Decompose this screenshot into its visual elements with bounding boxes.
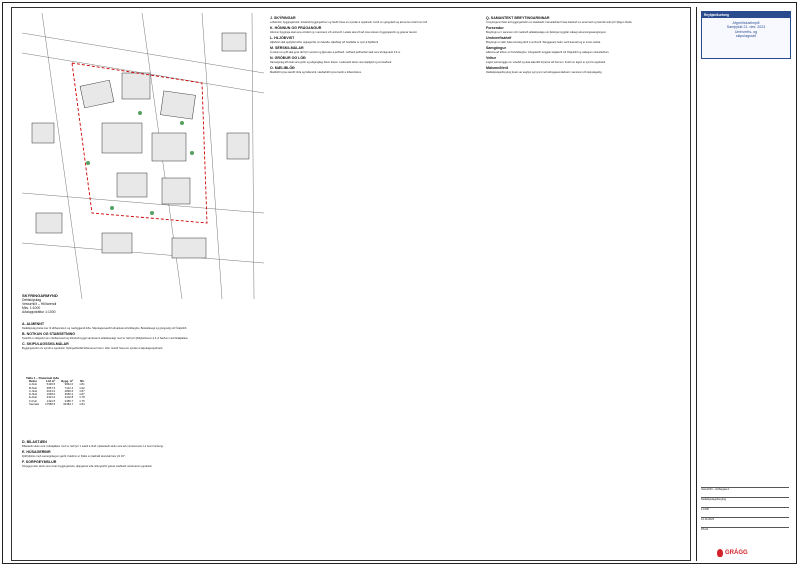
section-heading: N. GRÓÐUR OG LÓÐ — [270, 56, 306, 61]
title-block — [696, 7, 793, 561]
approval-line: Afgreiðslustimpill — [732, 21, 760, 25]
section-text: Á reitum A og B skal gera ráð fyrir verslun og þjónustu á jarðhæð. Lofthæð jarðhæðar skal vera að lágmarki 3,6 m. — [270, 51, 401, 55]
table-header: Lóð m² — [45, 379, 56, 383]
approval-stamp — [701, 11, 791, 59]
table-cell: 9842.0 — [64, 382, 74, 387]
section-text: Hönnun bygginga skal vera vönduð og í samræmi við umhverfi. Leitast skal við að nota vistvæn byggingarefni og grænar lausnir. — [270, 31, 418, 35]
section-text: Deiliskipulag þetta nær til Hlíðarenda 1 og nærliggjandi lóða. Skipulagssvæðið afmarkast af Hlíðargötu, Bústaðavegi og göngustíg við Öskjuhlíð. — [22, 327, 188, 330]
scale-row — [701, 507, 789, 511]
table-cell: 2301.0 — [46, 395, 56, 400]
section-heading: J. SKÝRINGAR — [270, 16, 296, 20]
lower-left-sections — [22, 438, 264, 556]
table-cell: 1.92 — [79, 385, 85, 390]
stamp-line: Mkv. 1:1000 — [22, 306, 41, 310]
table-cell: A-hluti — [29, 382, 37, 387]
table-cell: 4102.8 — [64, 395, 74, 400]
table-cell: 1.87 — [79, 392, 85, 397]
table-cell: 5436.5 — [46, 382, 56, 387]
stamp-line: Vesturhlíð – Hlíðarendi — [22, 302, 57, 306]
area-table — [26, 376, 88, 406]
table-cell: C-hluti — [29, 388, 38, 393]
table-cell: 2486.7 — [64, 398, 74, 403]
section-text: Aðkoma að lóðum er frá Hlíðargötu. Gönguleiðir tengjast stígakerfi við Öskjuhlíð og nálægum strætóleiðum. — [486, 51, 610, 55]
section-text: Mæliblöð sýna stærðir lóða og lóðamörk. Hæðarblöð sýna hæðir á lóðamörkum. — [270, 71, 362, 75]
section-text: Byggingarreitir eru sýndir á uppdrætti. Nýtingarhlutfall lóða kemur fram í töflu. Hæðir húsa eru sýndar á skipulagsuppdrætti. — [22, 347, 163, 351]
approval-line: skipulagsráð — [735, 34, 757, 39]
section-text: Lagnir veitna liggja um svæðið og skal taka tillit til þeirra við hönnun. Kvöð um lagnir er sýnd á uppdrætti. — [486, 61, 606, 65]
drawing-number: DS-01 — [701, 528, 709, 531]
table-row — [26, 403, 88, 406]
table-cell: 1422.5 — [46, 398, 56, 403]
drawing-row — [701, 497, 789, 501]
table-header: Bygg. m² — [61, 379, 74, 383]
section-heading: Forsendur — [486, 26, 504, 31]
site-plan-map — [22, 13, 264, 299]
flame-icon — [717, 549, 723, 557]
authority-name: Reykjavíkurborg — [702, 12, 790, 18]
table-cell: F-hluti — [29, 398, 37, 403]
table-cell: 1.84 — [79, 402, 85, 407]
table-cell: 1.78 — [79, 395, 85, 400]
section-text: Deiliskipulagsbreyting þessi var auglýst og kynnt með athugasemdafresti í samræmi við skipulagslög. — [486, 71, 603, 75]
drawing-date: 12.10.2023 — [701, 518, 714, 521]
section-heading: M. SÉRSKILMÁLAR — [270, 46, 304, 51]
section-text: Lóðamörk, byggingarreitir, bindandi byggingarlínur og hæðir húsa eru sýndar á uppdrætti. Kvöð um gönguleið og almenna umferð um lóð. — [270, 21, 428, 24]
firm-name: GRÁGG — [725, 550, 748, 556]
area-table-title: Tafla 1 – Flatarmál lóða — [26, 376, 59, 380]
section-text: Breytingin er talin hafa óveruleg áhrif á umhverfi. Skuggavarp hefur verið kannað og er innan marka. — [486, 41, 601, 45]
left-sections — [22, 320, 264, 374]
table-cell: 32384.7 — [63, 402, 74, 407]
stamp-title: SKÝRINGARMYND — [22, 293, 58, 298]
table-cell: 7412.4 — [64, 385, 74, 390]
section-heading: Veitur — [486, 56, 496, 61]
table-cell: 3857.5 — [46, 385, 56, 390]
section-heading: E. HÚSAGERÐIR — [22, 450, 51, 455]
table-cell: 1948.0 — [46, 392, 56, 397]
table-cell: 1.75 — [79, 398, 85, 403]
number-row — [701, 527, 789, 531]
section-heading: Málsmeðferð — [486, 66, 509, 71]
section-text: Í breytingunni felst að byggingarreitir eru stækkaðir, hámarkshæð húsa hækkuð um eina hæð og heimild veitt fyrir fjölgun íbúða. — [486, 21, 633, 24]
section-text: Bílastæði skulu vera í bílakjallara. Gert er ráð fyrir 1 stæði á íbúð. Hjólastæði skulu vera að minnsta kosti 1 á hvert herbergi. — [22, 445, 164, 448]
section-heading: F. SORPGEYMSLUR — [22, 460, 57, 465]
table-cell: Samtals — [29, 402, 40, 407]
section-heading: C. SKIPULAGSSKILMÁLAR — [22, 342, 69, 347]
drawing-name: Deiliskipulagsbreyting — [701, 498, 727, 501]
map-scale-label: Aðaluppdráttur 1:1000 — [22, 310, 56, 314]
table-cell: 1.87 — [79, 388, 85, 393]
section-text: Svæðið er skilgreint sem íbúðarsvæði og blönduð byggð samkvæmt aðalskipulagi. Gert er ráð fyrir fjölbýlishúsum á 3–6 hæðum með bílakjallara. — [22, 337, 189, 341]
section-heading: D. BÍLASTÆÐI — [22, 440, 47, 444]
project-name: Vesturhlíð – Hlíðargata 1 — [701, 488, 730, 491]
table-header: Nh. — [80, 379, 85, 383]
site-plan-svg — [22, 13, 264, 299]
section-heading: Q. SAMANTEKT BREYTINGARINNAR — [486, 16, 550, 20]
table-cell: D-hluti — [29, 392, 38, 397]
section-heading: B. NOTKUN OG STAÐSETNING — [22, 332, 76, 337]
approval-line: Umhverfis- og — [734, 29, 758, 34]
section-text: Sameiginleg lóð skal vera gróin og aðgengileg öllum íbúum. Leiksvæði skulu vera skjólgóð og vel staðsett. — [270, 61, 392, 65]
section-heading: Samgöngur — [486, 46, 506, 51]
middle-sections — [270, 14, 480, 554]
section-heading: Umhverfisáhrif — [486, 36, 512, 41]
drawing-scale: 1:1000 — [701, 508, 709, 511]
table-cell: 17586.5 — [45, 402, 56, 407]
section-heading: O. MÆLIBLÖÐ — [270, 66, 295, 71]
project-row — [701, 487, 789, 491]
table-header: Reitur — [29, 379, 38, 383]
table-cell: 2621.0 — [46, 388, 56, 393]
drawing-sheet — [2, 2, 797, 564]
section-heading: K. HÖNNUN OG FRÁGANGUR — [270, 26, 322, 31]
right-sections — [486, 14, 686, 554]
drawing-frame — [11, 7, 691, 561]
section-text: Breytingin er í samræmi við markmið aðalskipulags um þéttingu byggðar nálægt almenningssamgöngum. — [486, 31, 607, 35]
table-cell: 1.81 — [79, 382, 85, 387]
table-cell: E-hluti — [29, 395, 37, 400]
table-cell: 4890.6 — [64, 388, 74, 393]
section-heading: L. HLJÓÐVIST — [270, 36, 295, 41]
section-text: Hljóðvist skal uppfylla kröfur reglugerðar um hávaða. Hljóðstig við húshliðar er sýnt á hljóðkorti. — [270, 41, 379, 45]
table-cell: B-hluti — [29, 385, 37, 390]
approval-line: Samþykkt 21. des. 2023 — [726, 25, 766, 30]
section-text: Fjölbýlishús með sameiginlegum garði. Þakform er frjálst en þakhalli skal ekki fara yfir 20°. — [22, 455, 126, 459]
drawing-stamp — [22, 294, 62, 314]
firm-logo — [717, 549, 748, 557]
section-text: Sorpgeymslur skulu vera innan byggingarreits, djúpgámar eða niðurgrafnir gámar staðsettir samkvæmt uppdrætti. — [22, 465, 153, 469]
section-heading: A. ALMENNT — [22, 322, 45, 326]
date-row — [701, 517, 789, 521]
table-cell: 3650.2 — [64, 392, 74, 397]
stamp-line: Deiliskipulag — [22, 298, 42, 302]
